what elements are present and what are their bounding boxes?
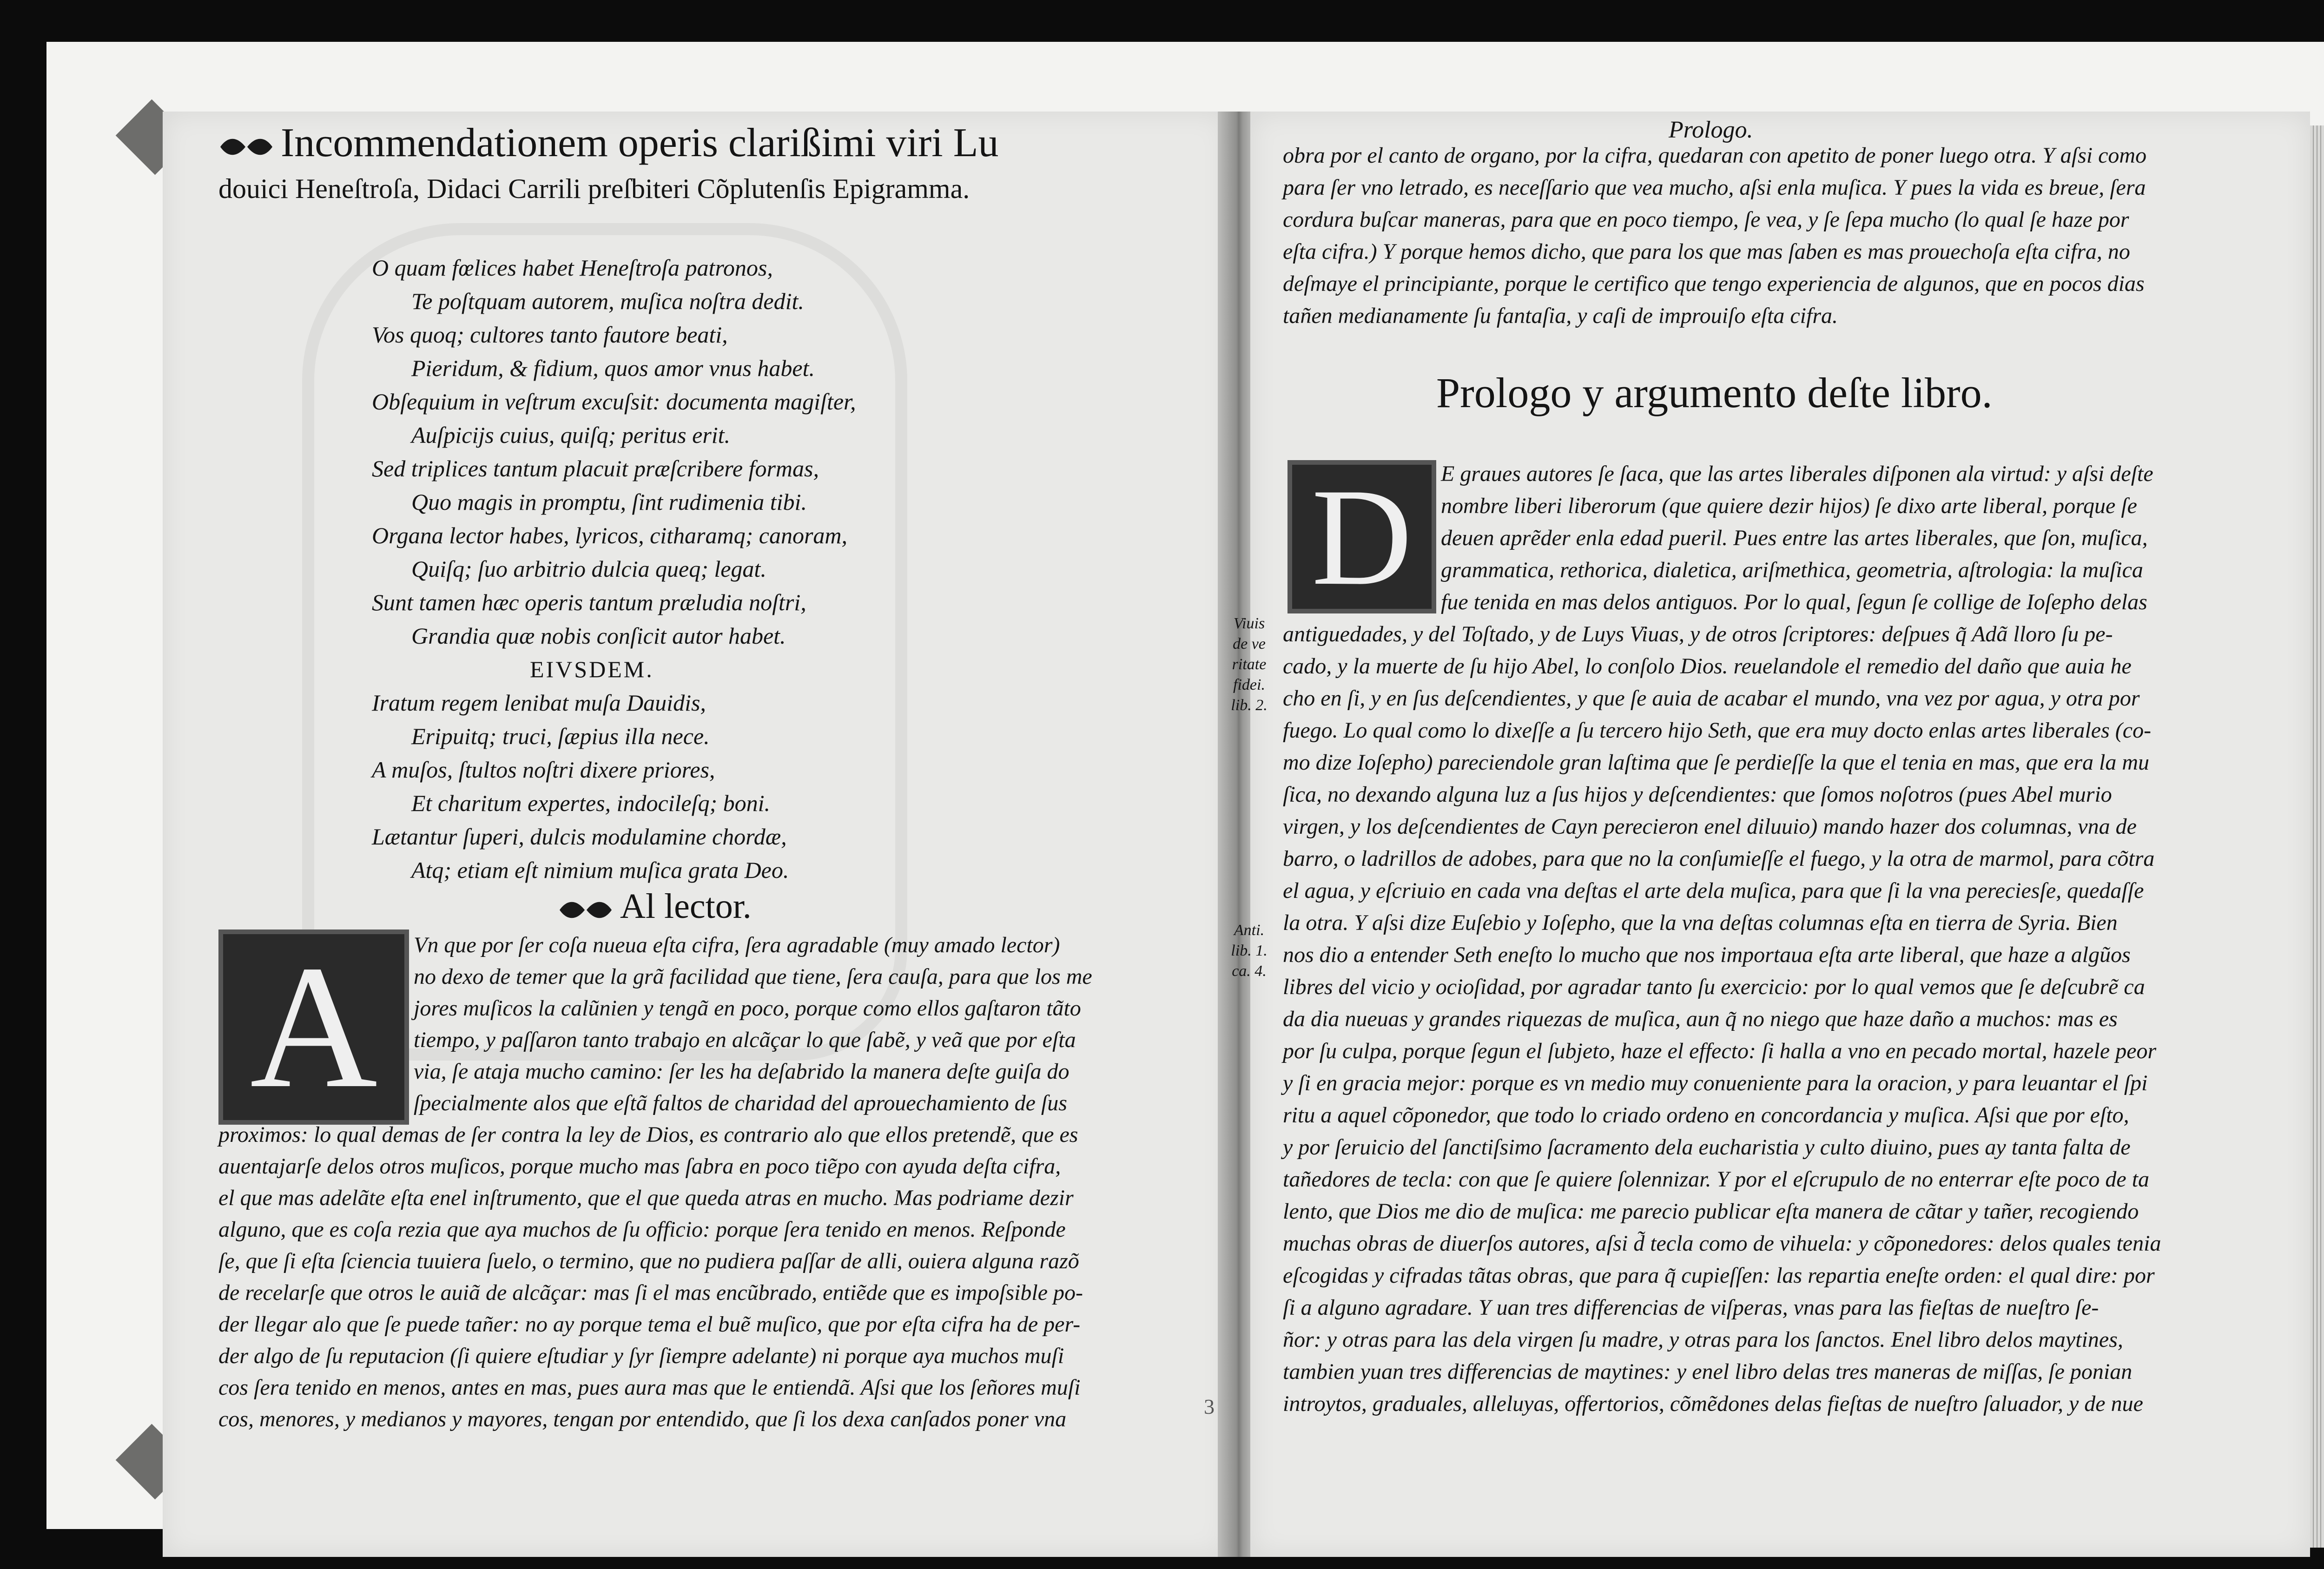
text-line: eſta cifra.) Y porque hemos dicho, que para los que mas ſaben es mas prouechoſa eſta cifra, no (1283, 239, 2130, 264)
text-beside-dropcap (218, 929, 1143, 1125)
margin-note-line: Viuis (1233, 615, 1265, 632)
text-line: tañen medianamente ſu fantaſia, y caſi de improuiſo eſta cifra. (1283, 303, 1838, 328)
poem-line: O quam fœlices habet Heneſtroſa patronos, (372, 255, 773, 281)
poem-line: Pieridum, & fidium, quos amor vnus habet. (411, 355, 815, 381)
text-line: tiempo, y paſſaron tanto trabajo en alcãçar lo que ſabẽ, y veã que por eſta (414, 1028, 1076, 1052)
dropcap-letter: A (250, 929, 378, 1125)
poem-line: Sunt tamen hæc operis tantum præludia noſtri, (372, 589, 806, 615)
fleuron-icon (218, 134, 274, 159)
text-line: auentajarſe delos otros muſicos, porque mucho mas ſabra en poco tiẽpo con ayuda deſta cifra, (218, 1154, 1061, 1179)
text-line: el que mas adelãte eſta enel inſtrumento, que el que queda atras en mucho. Mas podriame dezir (218, 1186, 1074, 1210)
text-line: y ſi en gracia mejor: porque es vn medio muy conueniente para la oracion, y para leuantar el ſpi (1283, 1071, 2148, 1095)
margin-note-line: ritate (1232, 656, 1267, 673)
text-line: nos dio a entender Seth eneſto lo mucho que nos importaua eſta arte liberal, que haze a algũos (1283, 943, 2131, 967)
text-line: lento, que Dios me dio de muſica: me parecio publicar eſta manera de cãtar y tañer, recogiendo (1283, 1199, 2139, 1224)
text-line: grammatica, rethorica, dialetica, ariſmethica, geometria, aſtrologia: la muſica (1441, 558, 2143, 582)
prologo-continuation (1283, 139, 2245, 332)
al-lector-heading (558, 885, 752, 927)
margin-note-line: lib. 2. (1231, 697, 1268, 714)
text-line: la otra. Y aſsi dize Euſebio y Ioſepho, que la vna deſtas columnas eſta en tierra de Syria. Bien (1283, 910, 2118, 935)
poem-line: Iratum regem lenibat muſa Dauidis, (372, 690, 706, 716)
text-line: eſcogidas y cifradas tãtas obras, que para q̃ cupieſſen: las repartia eneſte orden: el qual dire: por (1283, 1263, 2155, 1288)
text-line: proximos: lo qual demas de ſer contra la ley de Dios, es contrario alo que ellos pretendẽ, que es (218, 1122, 1078, 1147)
text-line: Vn que por ſer coſa nueua eſta cifra, ſera agradable (muy amado lector) (414, 933, 1060, 957)
text-line: cado, y la muerte de ſu hijo Abel, lo conſolo Dios. reuelandole el remedio del daño que auia he (1283, 654, 2132, 679)
text-body (1283, 618, 2250, 1420)
text-line: da dia nueuas y grandes riquezas de muſica, aun q̃ no niego que haze daño a muchos: mas es (1283, 1007, 2118, 1031)
text-line: libres del vicio y ocioſidad, por agradar tanto ſu exercicio: por lo qual vemos que ſe deſcubrẽ ca (1283, 975, 2145, 999)
text-line: via, ſe ataja mucho camino: ſer les ha deſabrido la manera deſte guiſa do (414, 1059, 1070, 1084)
text-line: para ſer vno letrado, es neceſſario que vea mucho, aſsi enla muſica. Y pues la vida es breue, ſera (1283, 175, 2146, 200)
prologo-body (1283, 458, 2250, 1420)
text-line: muchas obras de diuerſos autores, aſsi d̃ tecla como de vihuela: y cõponedores: delos quales tenia (1283, 1231, 2161, 1256)
text-line: introytos, graduales, alleluyas, offertorios, cõmẽdones delas fieſtas de nueſtro ſaluador, y de nue (1283, 1391, 2143, 1416)
poem-line: Et charitum expertes, indocileſq; boni. (411, 790, 771, 816)
poem-line: Sed triplices tantum placuit præſcribere formas, (372, 455, 819, 481)
poem-line: Grandia quæ nobis conſicit autor habet. (411, 623, 786, 649)
margin-note-line: fidei. (1233, 676, 1265, 693)
text-line: mo dize Ioſepho) pareciendole gran laſtima que ſe perdieſſe la que el tenia en mas, que era la mu (1283, 750, 2150, 775)
dropcap-letter: D (1311, 460, 1413, 614)
text-line: virgen, y los deſcendientes de Cayn perecieron enel diluuio) mando hazer dos columnas, vna de (1283, 814, 2137, 839)
text-line: y por ſeruicio del ſanctiſsimo ſacramento dela eucharistia y culto diuino, pues ay tanta falta de (1283, 1135, 2131, 1160)
text-line: el agua, y eſcriuio en cada vna deſtas el arte dela muſica, para que ſi la vna pereciesſe, quedaſſe (1283, 878, 2144, 903)
fleuron-icon (558, 897, 614, 923)
margin-note (1227, 920, 1271, 982)
prologo-title: Prologo y argumento deſte libro. (1436, 369, 1993, 416)
text-line: E graues autores ſe ſaca, que las artes liberales diſponen ala virtud: y aſsi deſte (1441, 461, 2153, 486)
text-line: tañedores de tecla: con que ſe quiere ſolennizar. Y por el eſcrupulo de no enterrar eſte poco de ta (1283, 1167, 2150, 1192)
text-line: cho en ſi, y en ſus deſcendientes, y que ſe auia de acabar el mundo, vna vez por agua, y otra por (1283, 686, 2140, 711)
poem-line: Atq; etiam eſt nimium muſica grata Deo. (411, 857, 789, 883)
text-line: ñor: y otras para las dela virgen ſu madre, y otras para los ſanctos. Enel libro delos maytines, (1283, 1327, 2123, 1352)
text-line: no dexo de temer que la grã facilidad que tiene, ſera cauſa, para que los me (414, 964, 1092, 989)
text-line: cos, menores, y medianos y mayores, tengan por entendido, que ſi los dexa canſados poner vna (218, 1407, 1067, 1431)
text-line: ritu a aquel cõponedor, que todo lo criado ordeno en concordancia y muſica. Aſsi que por eſto, (1283, 1103, 2129, 1127)
poem-line: Te poſtquam autorem, muſica noſtra dedit. (411, 288, 804, 314)
text-body (218, 1119, 1143, 1435)
text-line: cordura buſcar maneras, para que en poco tiempo, ſe vea, y ſe ſepa mucho (lo qual ſe haze por (1283, 207, 2129, 232)
heading-line-1: Incommendationem operis clarißimi viri Lu (281, 120, 999, 165)
text-line: ſe, que ſi eſta ſciencia tuuiera ſuelo, o termino, que no pudiera paſſar de alli, ouiera alguna razõ (218, 1249, 1079, 1273)
al-lector-text (218, 930, 1143, 1435)
poem-stanza (372, 251, 976, 653)
poem-line: Quiſq; ſuo arbitrio dulcia queq; legat. (411, 556, 766, 582)
text-line: obra por el canto de organo, por la cifra, quedaran con apetito de poner luego otra. Y aſsi como (1283, 143, 2147, 168)
text-line: deuen aprẽder enla edad pueril. Pues entre las artes liberales, que ſon, muſica, (1441, 526, 2148, 550)
text-line: nombre liberi liberorum (que quiere dezir hijos) ſe dixo arte liberal, porque ſe (1441, 494, 2137, 518)
poem-line: Vos quoq; cultores tanto fautore beati, (372, 322, 728, 348)
epigram-heading (218, 119, 1129, 210)
text-line: cos ſera tenido en menos, antes en mas, pues aura mas que le entiendã. Aſsi que los ſeñores muſi (218, 1375, 1081, 1400)
poem-stanza (372, 686, 976, 887)
margin-note-line: lib. 1. (1231, 942, 1268, 959)
text-line: fuego. Lo qual como lo dixeſſe a ſu tercero hijo Seth, que era muy docto enlas artes liberales (co- (1283, 718, 2152, 743)
text-line: antiguedades, y del Toſtado, y de Luys Viuas, y de otros ſcriptores: deſpues q̃ Adã lloro ſu pe- (1283, 622, 2113, 646)
text-line: jores muſicos la calũnien y tengã en poco, porque como ellos gaſtaron tãto (414, 996, 1081, 1021)
eiusdem-title: EIVSDEM. (530, 656, 654, 682)
epigram-poem (372, 251, 976, 887)
poem-line: Auſpicijs cuius, quiſq; peritus erit. (411, 422, 731, 448)
margin-note (1227, 613, 1271, 716)
poem-line: Eripuitq; truci, ſæpius illa nece. (411, 723, 710, 749)
text-line: ſica, no dexando alguna luz a ſus hijos y deſcendientes: que ſomos noſotros (pues Abel murio (1283, 782, 2112, 807)
text-line: por ſu culpa, porque ſegun el ſubjeto, haze el effecto: ſi halla a vno en pecado mortal, hazele peor (1283, 1039, 2157, 1063)
poem-line: Organa lector habes, lyricos, citharamq; canoram, (372, 522, 848, 548)
text-line: tambien yuan tres differencias de maytines: y enel libro delas tres maneras de miſſas, ſe ponian (1283, 1359, 2133, 1384)
text-line: deſmaye el principiante, porque le certifico que tengo experiencia de algunos, que en pocos dias (1283, 271, 2145, 296)
margin-note-line: ca. 4. (1232, 962, 1267, 980)
text-line: fue tenida en mas delos antiguos. Por lo qual, ſegun ſe collige de Ioſepho delas (1441, 590, 2147, 614)
text-line: alguno, que es coſa rezia que aya muchos de ſu officio: porque ſera tenido en menos. Reſponde (218, 1217, 1066, 1242)
text-beside-dropcap (1283, 458, 2250, 618)
text-line: der llegar alo que ſe puede tañer: no ay porque tema el buẽ muſico, que por eſta cifra ha de per- (218, 1312, 1081, 1337)
poem-line: Obſequium in veſtrum excuſsit: documenta magiſter, (372, 389, 856, 415)
running-head: Prologo. (1669, 117, 1753, 143)
poem-line: Quo magis in promptu, ſint rudimenia tibi. (411, 489, 807, 515)
text-line: der algo de ſu reputacion (ſi quiere eſtudiar y ſyr ſiempre adelante) ni porque aya muchos muſi (218, 1344, 1064, 1368)
margin-note-line: de ve (1233, 635, 1266, 653)
poem-line: Lætantur ſuperi, dulcis modulamine chordæ, (372, 824, 787, 850)
text-line: de recelarſe que otros le auiã de alcãçar: mas ſi el mas encũbrado, entiẽde que es impoſsible po- (218, 1280, 1083, 1305)
text-line: barro, o ladrillos de adobes, para que no la conſumieſſe el fuego, y la otra de marmol, para cõtra (1283, 846, 2155, 871)
folio-number: 3 (1204, 1395, 1215, 1418)
text-line: ſi a alguno agradare. Y uan tres differencias de viſperas, vnas para las fieſtas de nueſtro ſe- (1283, 1295, 2099, 1320)
heading-line-2: douici Heneſtroſa, Didaci Carrili preſbiteri Cõplutenſis Epigramma. (218, 173, 970, 204)
text-line: ſpecialmente alos que eſtã faltos de charidad del aprouechamiento de ſus (414, 1091, 1067, 1115)
al-lector-title: Al lector. (620, 887, 752, 926)
margin-note-line: Anti. (1234, 922, 1265, 939)
poem-line: A muſos, ſtultos noſtri dixere priores, (372, 757, 715, 783)
page-edges (2310, 125, 2324, 1548)
